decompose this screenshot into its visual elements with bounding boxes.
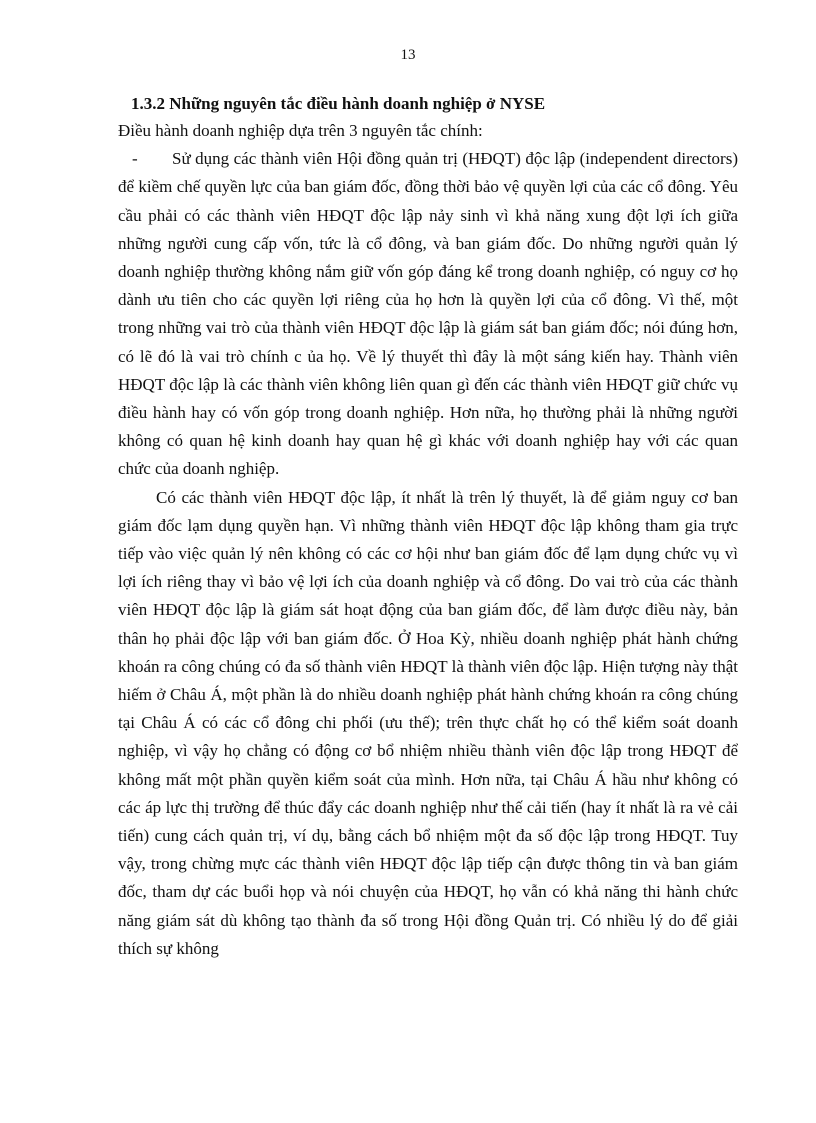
body-paragraph: Có các thành viên HĐQT độc lập, ít nhất là trên lý thuyết, là để giảm nguy cơ ban giám đốc lạm dụng quyền hạn. Vì những thành viên HĐQT độc lập không tham gia trực tiếp vào việc quản lý nên không có các cơ hội như ban giám đốc để lạm dụng chức vụ vì lợi ích riêng thay vì bảo vệ lợi ích của doanh nghiệp và cổ đông. Do vai trò của các thành viên HĐQT độc lập là giám sát hoạt động của ban giám đốc, để làm được điều này, bản thân họ phải độc lập với ban giám đốc. Ở Hoa Kỳ, nhiều doanh nghiệp phát hành chứng khoán ra công chúng có đa số thành viên HĐQT là thành viên độc lập. Hiện tượng này thật hiếm ở Châu Á, một phần là do nhiều doanh nghiệp phát hành chứng khoán ra công chúng tại Châu Á có các cổ đông chi phối (ưu thế); trên thực chất họ có thể kiểm soát doanh nghiệp, vì vậy họ chẳng có động cơ bổ nhiệm nhiều thành viên độc lập trong HĐQT để không mất một phần quyền kiểm soát của mình. Hơn nữa, tại Châu Á hầu như không có các áp lực thị trường để thúc đẩy các doanh nghiệp như thế cải tiến (hay ít nhất là ra vẻ cải tiến) cung cách quản trị, ví dụ, bằng cách bổ nhiệm một đa số độc lập trong HĐQT. Tuy vậy, trong chừng mực các thành viên HĐQT độc lập tiếp cận được thông tin và ban giám đốc, tham dự các buổi họp và nói chuyện của HĐQT, họ vẫn có khả năng thi hành chức năng giám sát dù không tạo thành đa số trong Hội đồng Quản trị. Có nhiều lý do để giải thích sự không [118, 487, 738, 958]
bullet-text: Sử dụng các thành viên Hội đồng quản trị (HĐQT) độc lập (independent directors) để kiềm chế quyền lực của ban giám đốc, đồng thời bảo vệ quyền lợi của các cổ đông. Yêu cầu phải có các thành viên HĐQT độc lập nảy sinh vì khả năng xung đột lợi ích giữa những người cung cấp vốn, tức là cổ đông, và ban giám đốc. Do những người quản lý doanh nghiệp thường không nắm giữ vốn góp đáng kể trong doanh nghiệp, có nguy cơ họ dành ưu tiên cho các quyền lợi riêng của họ hơn là quyền lợi của cổ đông. Vì thế, một trong những vai trò của thành viên HĐQT độc lập là giám sát ban giám đốc; nói đúng hơn, có lẽ đó là vai trò chính c ủa họ. Về lý thuyết thì đây là một sáng kiến hay. Thành viên HĐQT độc lập là các thành viên không liên quan gì đến các thành viên HĐQT giữ chức vụ điều hành hay có vốn góp trong doanh nghiệp. Hơn nữa, họ thường phải là những người không có quan hệ kinh doanh hay quan hệ gì khác với doanh nghiệp hay với các quan chức của doanh nghiệp. [118, 149, 738, 479]
page-number: 13 [400, 47, 416, 63]
bullet-dash: - [132, 149, 138, 169]
intro-line: Điều hành doanh nghiệp dựa trên 3 nguyên tắc chính: [118, 121, 483, 140]
page-content [118, 91, 738, 963]
section-heading: 1.3.2 Những nguyên tắc điều hành doanh nghiệp ở NYSE [131, 94, 546, 113]
bullet-item [118, 145, 738, 483]
